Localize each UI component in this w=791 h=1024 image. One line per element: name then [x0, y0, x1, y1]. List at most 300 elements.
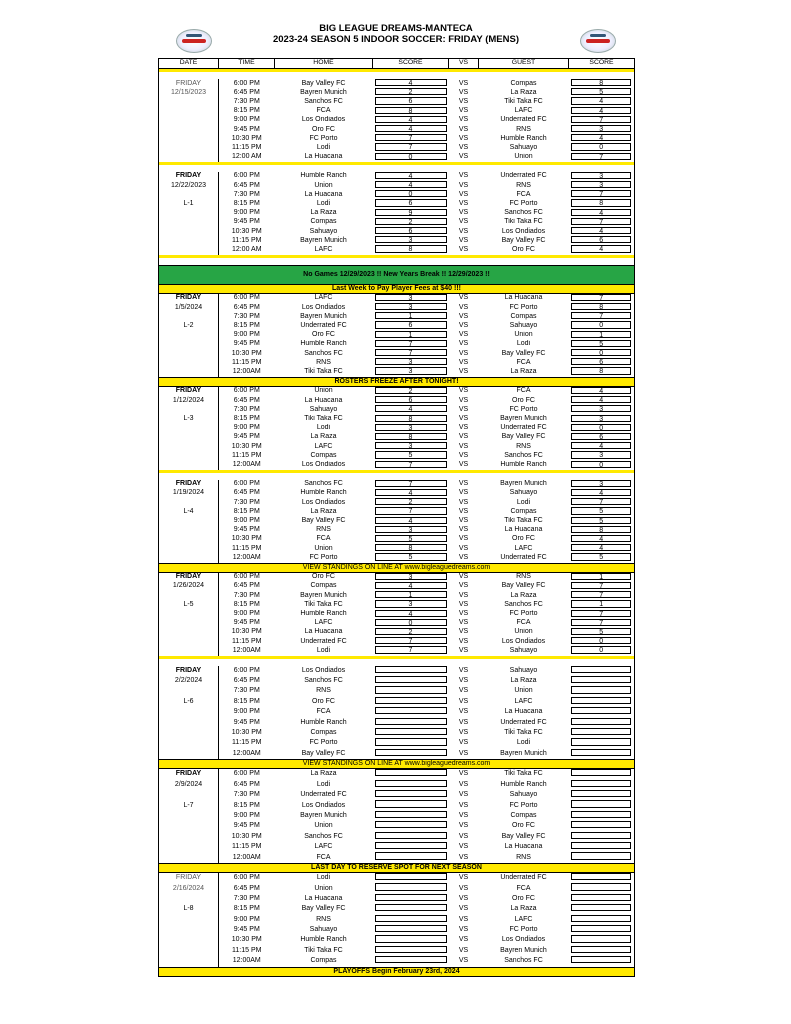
home-score [375, 718, 447, 725]
guest-score: 4 [571, 245, 631, 252]
home-team: Los Ondiados [301, 461, 346, 469]
home-score: 7 [375, 134, 447, 141]
guest-score-cell [569, 526, 635, 535]
game-time: 12:00 AM [231, 153, 262, 161]
vs-label: VS [458, 340, 469, 348]
notice-text: VIEW STANDINGS ON LINE AT www.bigleaguedreams.com [159, 563, 635, 572]
guest-score [571, 769, 631, 776]
league-week: L-1 [159, 199, 219, 208]
home-score-cell [373, 591, 449, 600]
notice-text: Last Week to Pay Player Fees at $40 !!! [159, 284, 635, 293]
notice-playoffs [159, 967, 635, 976]
notice-standings1 [159, 563, 635, 572]
home-team: LAFC [314, 245, 333, 253]
week-day: FRIDAY [159, 480, 219, 489]
home-team: Oro FC [312, 125, 335, 133]
home-score-cell [373, 610, 449, 619]
home-score: 1 [375, 312, 447, 319]
guest-team: Sanchos FC [504, 600, 543, 608]
game-row [159, 686, 635, 696]
guest-score [571, 832, 631, 839]
vs-label: VS [458, 628, 469, 636]
week-date: 1/12/2024 [159, 396, 219, 405]
column-header-home: HOME [275, 59, 373, 69]
home-team: RNS [316, 526, 331, 534]
guest-score-cell [569, 749, 635, 760]
empty-cell [159, 424, 219, 433]
game-row [159, 451, 635, 460]
guest-score-cell [569, 780, 635, 790]
guest-score-cell [569, 769, 635, 780]
game-row [159, 956, 635, 967]
vs-label: VS [458, 227, 469, 235]
vs-label: VS [458, 312, 469, 320]
vs-label: VS [458, 349, 469, 357]
vs-label: VS [458, 134, 469, 142]
home-score-cell [373, 461, 449, 470]
game-row [159, 396, 635, 405]
guest-score: 7 [571, 610, 631, 617]
vs-label: VS [458, 107, 469, 115]
game-row [159, 433, 635, 442]
home-team: RNS [316, 358, 331, 366]
home-team: FCA [316, 107, 331, 115]
home-score: 3 [375, 236, 447, 243]
week-day: FRIDAY [159, 79, 219, 88]
vs-label: VS [458, 822, 469, 830]
home-score: 5 [375, 451, 447, 458]
home-team: Humble Ranch [300, 340, 347, 348]
guest-score [571, 883, 631, 890]
home-score-cell [373, 415, 449, 424]
vs-label: VS [458, 637, 469, 645]
game-time: 7:30 PM [233, 190, 260, 198]
game-time: 9:00 PM [233, 209, 260, 217]
guest-score-cell [569, 134, 635, 143]
guest-score-cell [569, 517, 635, 526]
game-time: 9:00 PM [233, 811, 260, 819]
empty-cell [159, 544, 219, 553]
guest-team: LAFC [514, 697, 533, 705]
home-score-cell [373, 646, 449, 655]
game-time: 7:30 PM [233, 498, 260, 506]
empty-cell [159, 143, 219, 152]
guest-team: FC Porto [509, 405, 538, 413]
home-team: La Huacana [304, 894, 343, 902]
guest-team: FCA [516, 358, 531, 366]
game-row [159, 600, 635, 609]
guest-team: Tiki Taka FC [504, 97, 543, 105]
guest-team: Oro FC [512, 535, 535, 543]
guest-score: 6 [571, 433, 631, 440]
week-day: FRIDAY [159, 873, 219, 884]
home-score-cell [373, 915, 449, 925]
home-team: Tiki Taka FC [304, 367, 343, 375]
game-time: 10:30 PM [231, 628, 262, 636]
guest-team: FCA [516, 619, 531, 627]
guest-score-cell [569, 442, 635, 451]
home-score: 4 [375, 172, 447, 179]
game-row [159, 728, 635, 738]
home-score-cell [373, 842, 449, 852]
home-team: Oro FC [312, 573, 335, 581]
game-row [159, 358, 635, 367]
game-row [159, 116, 635, 125]
week-day: FRIDAY [159, 293, 219, 303]
guest-score [571, 821, 631, 828]
empty-cell [159, 686, 219, 696]
guest-score: 4 [571, 489, 631, 496]
game-row [159, 442, 635, 451]
home-score [375, 749, 447, 756]
guest-team: LAFC [514, 544, 533, 552]
home-score-cell [373, 883, 449, 893]
guest-score-cell [569, 498, 635, 507]
game-row [159, 707, 635, 717]
home-score: 2 [375, 498, 447, 505]
guest-score: 5 [571, 628, 631, 635]
guest-score: 7 [571, 619, 631, 626]
home-score: 3 [375, 367, 447, 374]
home-score-cell [373, 697, 449, 707]
guest-score [571, 842, 631, 849]
game-row [159, 190, 635, 199]
home-team: Humble Ranch [300, 489, 347, 497]
guest-score-cell [569, 433, 635, 442]
home-score-cell [373, 637, 449, 646]
gap-row [159, 72, 635, 79]
home-score-cell [373, 707, 449, 717]
column-header-score: SCORE [373, 59, 449, 69]
home-score-cell [373, 572, 449, 582]
game-time: 10:30 PM [231, 832, 262, 840]
home-score [375, 790, 447, 797]
game-time: 6:00 PM [233, 172, 260, 180]
guest-team: Bay Valley FC [501, 236, 546, 244]
home-score-cell [373, 349, 449, 358]
game-time: 9:45 PM [233, 718, 260, 726]
guest-score-cell [569, 396, 635, 405]
empty-cell [159, 718, 219, 728]
guest-score: 6 [571, 358, 631, 365]
home-team: La Raza [310, 507, 337, 515]
home-score [375, 946, 447, 953]
home-team: Sanchos FC [304, 832, 343, 840]
game-time: 6:45 PM [233, 677, 260, 685]
guest-team: Bayren Munich [500, 749, 547, 757]
column-header-date: DATE [159, 59, 219, 69]
game-row [159, 480, 635, 489]
guest-score: 0 [571, 424, 631, 431]
home-team: Tiki Taka FC [304, 600, 343, 608]
guest-score-cell [569, 572, 635, 582]
guest-score-cell [569, 790, 635, 800]
empty-cell [159, 790, 219, 800]
vs-label: VS [458, 143, 469, 151]
home-score-cell [373, 780, 449, 790]
home-score-cell [373, 480, 449, 489]
home-score: 7 [375, 349, 447, 356]
empty-cell [159, 358, 219, 367]
empty-cell [159, 367, 219, 377]
game-time: 12:00AM [232, 749, 261, 757]
home-score-cell [373, 405, 449, 414]
guest-score: 3 [571, 172, 631, 179]
guest-score: 8 [571, 367, 631, 374]
vs-label: VS [458, 591, 469, 599]
home-score: 4 [375, 181, 447, 188]
game-row [159, 535, 635, 544]
guest-score: 1 [571, 573, 631, 580]
game-row [159, 591, 635, 600]
vs-label: VS [458, 321, 469, 329]
guest-score-cell [569, 199, 635, 208]
notice-text: No Games 12/29/2023 !! New Years Break !! 12/29/2023 !! [159, 265, 635, 284]
guest-team: Los Ondiados [501, 227, 546, 235]
vs-label: VS [458, 677, 469, 685]
home-score-cell [373, 517, 449, 526]
game-time: 12:00AM [232, 853, 261, 861]
guest-score: 7 [571, 153, 631, 160]
guest-score-cell [569, 600, 635, 609]
game-row [159, 227, 635, 236]
empty-cell [159, 312, 219, 321]
game-row [159, 676, 635, 686]
home-team: Bayren Munich [300, 88, 347, 96]
home-team: RNS [316, 915, 331, 923]
home-score [375, 821, 447, 828]
week-date: 2/16/2024 [159, 883, 219, 893]
guest-team: Sanchos FC [504, 957, 543, 965]
home-score: 8 [375, 107, 447, 114]
guest-team: Bayren Munich [500, 480, 547, 488]
home-score: 7 [375, 646, 447, 653]
guest-score: 7 [571, 312, 631, 319]
game-row [159, 873, 635, 884]
guest-score-cell [569, 143, 635, 152]
guest-score [571, 738, 631, 745]
home-score-cell [373, 209, 449, 218]
guest-score-cell [569, 312, 635, 321]
home-score-cell [373, 199, 449, 208]
week-date: 12/15/2023 [159, 88, 219, 97]
guest-score [571, 676, 631, 683]
vs-label: VS [458, 553, 469, 561]
guest-team: Sahuayo [509, 646, 538, 654]
vs-label: VS [458, 843, 469, 851]
gap [159, 659, 635, 666]
game-row [159, 553, 635, 563]
guest-team: Union [514, 153, 533, 161]
game-time: 9:45 PM [233, 125, 260, 133]
vs-label: VS [458, 832, 469, 840]
game-row [159, 321, 635, 330]
guest-score: 7 [571, 116, 631, 123]
header [158, 22, 634, 58]
vs-label: VS [458, 517, 469, 525]
guest-score: 8 [571, 526, 631, 533]
vs-label: VS [458, 97, 469, 105]
home-team: FCA [316, 535, 331, 543]
guest-score: 4 [571, 209, 631, 216]
vs-label: VS [458, 582, 469, 590]
home-score-cell [373, 433, 449, 442]
home-team: Tiki Taka FC [304, 415, 343, 422]
guest-score: 8 [571, 199, 631, 206]
empty-cell [159, 894, 219, 904]
home-team: FC Porto [309, 553, 338, 561]
empty-cell [159, 209, 219, 218]
home-score-cell [373, 358, 449, 367]
guest-team: RNS [516, 573, 531, 581]
empty-cell [159, 811, 219, 821]
game-row [159, 883, 635, 893]
game-time: 9:45 PM [233, 822, 260, 830]
home-score-cell [373, 535, 449, 544]
game-time: 10:30 PM [231, 442, 262, 450]
game-row [159, 236, 635, 245]
empty-cell [159, 915, 219, 925]
empty-cell [159, 190, 219, 199]
guest-score-cell [569, 79, 635, 88]
game-row [159, 107, 635, 116]
home-team: Oro FC [312, 331, 335, 339]
empty-cell [159, 461, 219, 470]
home-team: Los Ondiados [301, 116, 346, 124]
guest-team: La Raza [510, 905, 537, 913]
league-week: L-4 [159, 507, 219, 516]
game-row [159, 498, 635, 507]
game-time: 8:15 PM [233, 107, 260, 115]
empty-cell [159, 498, 219, 507]
home-team: Oro FC [312, 697, 335, 705]
guest-score: 3 [571, 480, 631, 487]
league-week: L-5 [159, 600, 219, 609]
empty-cell [159, 821, 219, 831]
guest-team: Humble Ranch [500, 780, 547, 788]
home-score: 8 [375, 544, 447, 551]
guest-score: 4 [571, 134, 631, 141]
home-team: Sanchos FC [304, 677, 343, 685]
home-score-cell [373, 125, 449, 134]
league-logo-left-icon [176, 29, 212, 53]
vs-label: VS [458, 915, 469, 923]
guest-team: Bay Valley FC [501, 349, 546, 357]
home-score-cell [373, 946, 449, 956]
home-score [375, 915, 447, 922]
guest-score: 5 [571, 517, 631, 524]
home-team: Los Ondiados [301, 801, 346, 809]
home-team: Bay Valley FC [301, 905, 346, 913]
guest-team: Union [514, 331, 533, 339]
guest-score-cell [569, 637, 635, 646]
notice-no_games [159, 265, 635, 284]
game-time: 10:30 PM [231, 349, 262, 357]
game-row [159, 637, 635, 646]
empty-cell [159, 340, 219, 349]
league-week: L-3 [159, 415, 219, 424]
empty-cell [159, 526, 219, 535]
home-team: Humble Ranch [300, 936, 347, 944]
home-score: 5 [375, 535, 447, 542]
game-row [159, 894, 635, 904]
guest-score [571, 915, 631, 922]
guest-score [571, 780, 631, 787]
home-team: Union [314, 544, 333, 552]
game-row [159, 97, 635, 106]
guest-score-cell [569, 832, 635, 842]
vs-label: VS [458, 544, 469, 552]
guest-score [571, 956, 631, 963]
home-score: 6 [375, 97, 447, 104]
guest-score-cell [569, 349, 635, 358]
empty-cell [159, 728, 219, 738]
game-time: 9:45 PM [233, 340, 260, 348]
guest-score: 8 [571, 303, 631, 310]
guest-team: FC Porto [509, 926, 538, 934]
game-time: 8:15 PM [233, 697, 260, 705]
vs-label: VS [458, 245, 469, 253]
vs-label: VS [458, 199, 469, 207]
game-row [159, 349, 635, 358]
league-week: L-6 [159, 697, 219, 707]
home-score: 2 [375, 218, 447, 225]
game-time: 12:00AM [232, 461, 261, 469]
home-team: Sahuayo [309, 227, 338, 235]
vs-label: VS [458, 697, 469, 705]
game-time: 6:00 PM [233, 294, 260, 302]
guest-score-cell [569, 451, 635, 460]
game-time: 11:15 PM [232, 358, 262, 366]
home-score [375, 852, 447, 859]
home-score: 2 [375, 88, 447, 95]
game-row [159, 935, 635, 945]
guest-score [571, 894, 631, 901]
game-row [159, 331, 635, 340]
empty-cell [159, 405, 219, 414]
guest-team: Lodi [516, 498, 531, 506]
game-time: 10:30 PM [231, 227, 262, 235]
guest-score-cell [569, 340, 635, 349]
vs-label: VS [458, 526, 469, 534]
home-score: 4 [375, 517, 447, 524]
home-score-cell [373, 227, 449, 236]
game-time: 9:00 PM [233, 517, 260, 525]
home-score: 0 [375, 153, 447, 160]
guest-score-cell [569, 507, 635, 516]
guest-team: La Huacana [504, 708, 543, 716]
empty-cell [159, 227, 219, 236]
home-team: Compas [310, 218, 337, 226]
page-subtitle: 2023-24 SEASON 5 INDOOR SOCCER: FRIDAY (MENS) [272, 34, 519, 45]
guest-team: Sahuayo [509, 321, 538, 329]
gap [159, 473, 635, 480]
guest-score-cell [569, 97, 635, 106]
empty-cell [159, 535, 219, 544]
vs-label: VS [458, 190, 469, 198]
guest-score-cell [569, 386, 635, 396]
vs-label: VS [458, 405, 469, 413]
vs-label: VS [458, 853, 469, 861]
home-score-cell [373, 676, 449, 686]
vs-label: VS [458, 125, 469, 133]
guest-score: 0 [571, 349, 631, 356]
home-score [375, 780, 447, 787]
guest-score [571, 935, 631, 942]
gap-row [159, 165, 635, 172]
empty-cell [159, 553, 219, 563]
empty-cell [159, 517, 219, 526]
